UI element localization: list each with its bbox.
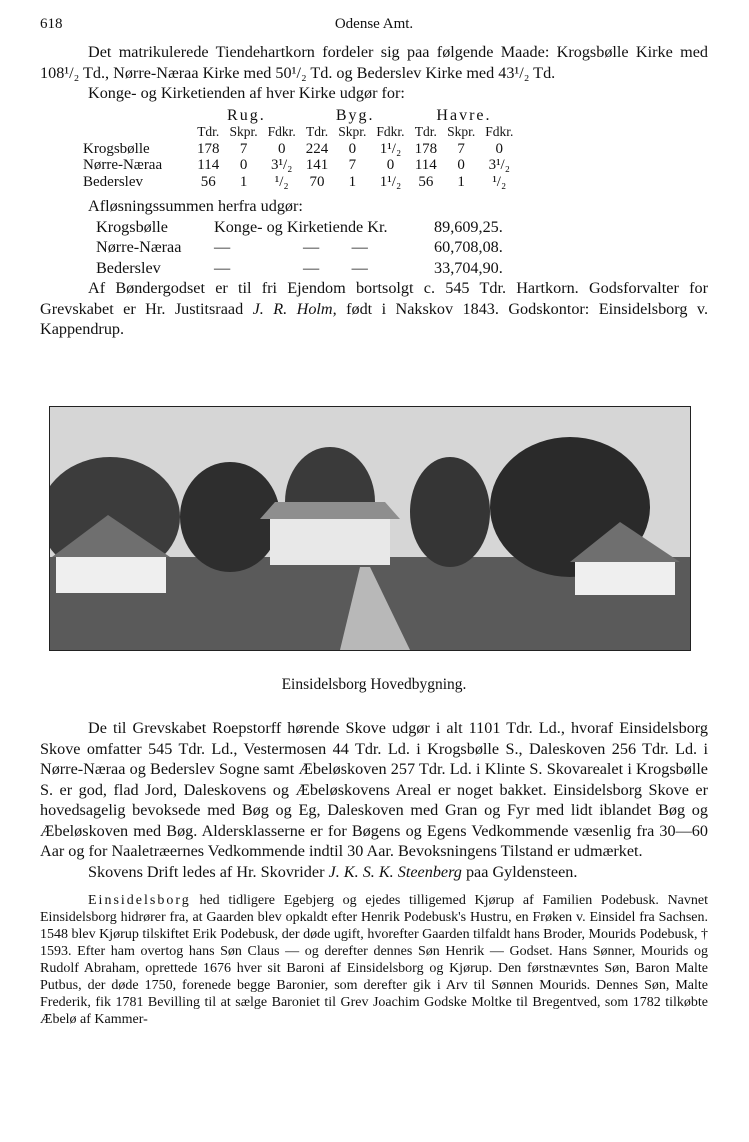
table-cell: 56 — [200, 173, 216, 190]
afloesning-name: Krogsbølle — [96, 217, 168, 236]
table-cell: 1 — [348, 173, 357, 190]
table-cell: 56 — [418, 173, 434, 190]
table-cell: 70 — [309, 173, 325, 190]
unit-cell: Tdr. — [414, 124, 437, 139]
table-cell: 114 — [197, 157, 220, 173]
table-cell: 0 — [277, 140, 286, 157]
unit-cell: Fdkr. — [485, 124, 514, 139]
history-paragraph — [40, 892, 708, 1028]
unit-cell: Skpr. — [229, 124, 258, 139]
tithe-row-krogsbolle — [78, 141, 518, 158]
godsforvalter-text-before: Af Bøndergodset er til fri Ejendom bortsolgt c. 545 Tdr. Hartkorn. Godsforvalter for Grevskabet er Hr. Justitsraad — [40, 279, 708, 318]
table-cell: 7 — [348, 157, 357, 173]
godsforvalter-paragraph — [40, 278, 708, 340]
table-cell: ¹/₂ — [274, 173, 289, 190]
afloesning-type: Konge- og Kirketiende Kr. — [214, 217, 388, 236]
intro-paragraph: Det matrikulerede Tiendehartkorn fordeler sig paa følgende Maade: Krogsbølle Kirke med 108¹/₂ Td., Nørre-Næraa Kirke med 50¹/₂ Td. og Bederslev Kirke med 43¹/₂ Td. — [40, 43, 708, 82]
row-name: Bederslev — [83, 173, 143, 190]
page-number: 618 — [40, 16, 63, 32]
forest-paragraph: De til Grevskabet Roepstorff hørende Skove udgør i alt 1101 Tdr. Ld., hvoraf Einsidelsborg Skove omfatter 545 Tdr. Ld., Vestermosen 44 Tdr. Ld. i Krogsbølle S., Daleskoven 256 Tdr. Ld. i Nørre-Næraa og Bederslev Sogne samt Æbeløskoven 257 Tdr. Ld. i Klinte S. Skovarealet i Krogsbølle S. er god, flad Jord, Daleskovens og Æbeløskovens Areal er noget bakket. Einsidelsborg Skove er hovedsagelig bevoksede med Bøg og Eg, Daleskoven med Gran og Fyr med lidt iblandet Bøg og Æbeløskoven med Bøg. Aldersklasserne er for Bøgens og Egens Vedkommende væsenlig fra 30—60 Aar og for Naaletræernes Vedkommende indtil 30 Aar. Bevoksningens Tilstand er udmærket. — [40, 719, 708, 860]
photo-caption: Einsidelsborg Hovedbygning. — [281, 676, 467, 693]
row-name: Krogsbølle — [83, 140, 150, 157]
table-cell: 114 — [414, 157, 437, 173]
afloesning-row — [96, 258, 708, 279]
page — [40, 12, 708, 1027]
photo-illustration — [50, 407, 690, 650]
unit-cell: Fdkr. — [267, 124, 296, 139]
table-cell: 1¹/₂ — [379, 140, 402, 157]
tithe-row-bederslev — [78, 174, 518, 191]
history-text: hed tidligere Egebjerg og ejedes tilligemed Kjørup af Familien Podebusk. Navnet Einsidelsborg hidrører fra, at Gaarden blev opkaldt efter Henrik Podebusk's Hustru, en Frøken v. Einsidel fra Sachsen. 1548 blev Kjørup tilskiftet Erik Podebusk, der døde ugift, hvorefter Gaarden tilfaldt hans Broder, Mourids Podebusk, † 1593. Efter ham overtog hans Søn Claus — og derefter dennes Søn Henrik — Godset. Hans Sønner, Mourids og Rudolf Abraham, oprettede 1676 hver sit Baroni af Einsidelsborg og Kjørup. Den førstnævntes Søn, Baron Malte Putbus, der døde 1750, forenede begge Baronier, som derefter gik i Arv til Sønnen Mourids. Dennes Søn, Malte Frederik, fik 1781 Bevilling til at sælge Baroniet til Grev Joachim Godske Moltke til Bregentved, som 1782 tilkøbte Æbelø af Kammer- — [40, 893, 708, 1027]
table-cell: 0 — [386, 157, 395, 173]
afloesning-heading: Afløsningssummen herfra udgør: — [88, 197, 303, 215]
intro-tithe-line: Konge- og Kirketienden af hver Kirke udgør for: — [88, 84, 405, 102]
tithe-table — [78, 108, 518, 191]
afloesning-row — [96, 237, 708, 258]
skovrider-name: J. K. S. K. Steenberg — [328, 862, 462, 881]
table-cell: 178 — [197, 140, 220, 157]
table-cell: ¹/₂ — [492, 173, 507, 190]
godsforvalter-text-after: født i Nakskov 1843. Godskontor: Einsidelsborg v. Kappendrup. — [40, 299, 708, 338]
table-cell: 1 — [457, 173, 465, 190]
group-byg: Byg. — [335, 106, 375, 124]
table-cell: 3¹/₂ — [488, 157, 510, 173]
skovrider-text-after: paa Gyldensteen. — [461, 862, 578, 881]
lower-text — [40, 718, 708, 1028]
afloesning-row — [96, 217, 708, 238]
table-cell: 224 — [305, 140, 329, 157]
afloesning-type: — — — — [214, 238, 368, 256]
row-name: Nørre-Næraa — [83, 157, 163, 173]
table-cell: 0 — [457, 157, 465, 173]
group-rug: Rug. — [227, 106, 266, 124]
table-cell: 7 — [239, 140, 248, 157]
page-header — [40, 12, 708, 38]
godsforvalter-name: J. R. Holm, — [252, 299, 337, 318]
history-spaced-name: Einsidelsborg — [88, 893, 191, 908]
afloesning-amount: 89,609,25. — [434, 217, 503, 236]
unit-cell: Fdkr. — [376, 124, 405, 139]
table-cell: 0 — [495, 140, 504, 157]
table-cell: 1 — [239, 173, 248, 190]
tithe-units-row — [78, 124, 518, 141]
skovrider-text-before: Skovens Drift ledes af Hr. Skovrider — [88, 862, 329, 881]
tithe-group-row — [78, 108, 518, 125]
table-cell: 178 — [414, 140, 438, 157]
table-cell: 0 — [239, 157, 248, 173]
unit-cell: Tdr. — [197, 124, 220, 139]
einsidelsborg-photo — [49, 406, 691, 651]
table-cell: 1¹/₂ — [379, 173, 402, 190]
group-havre: Havre. — [436, 106, 492, 124]
tithe-row-norre-naeraa — [78, 157, 518, 174]
afloesning-name: Nørre-Næraa — [96, 238, 182, 256]
table-cell: 3¹/₂ — [271, 157, 293, 173]
table-cell: 141 — [305, 157, 329, 173]
afloesning-amount: 60,708,08. — [434, 238, 503, 256]
unit-cell: Skpr. — [338, 124, 367, 139]
table-cell: 7 — [457, 140, 465, 157]
running-title: Odense Amt. — [334, 16, 414, 32]
afloesning-type: — — — — [214, 258, 368, 277]
skovrider-paragraph — [40, 862, 708, 883]
unit-cell: Skpr. — [447, 124, 476, 139]
afloesning-amount: 33,704,90. — [434, 258, 503, 277]
afloesning-name: Bederslev — [96, 258, 161, 277]
table-cell: 0 — [348, 140, 357, 157]
unit-cell: Tdr. — [305, 124, 329, 139]
